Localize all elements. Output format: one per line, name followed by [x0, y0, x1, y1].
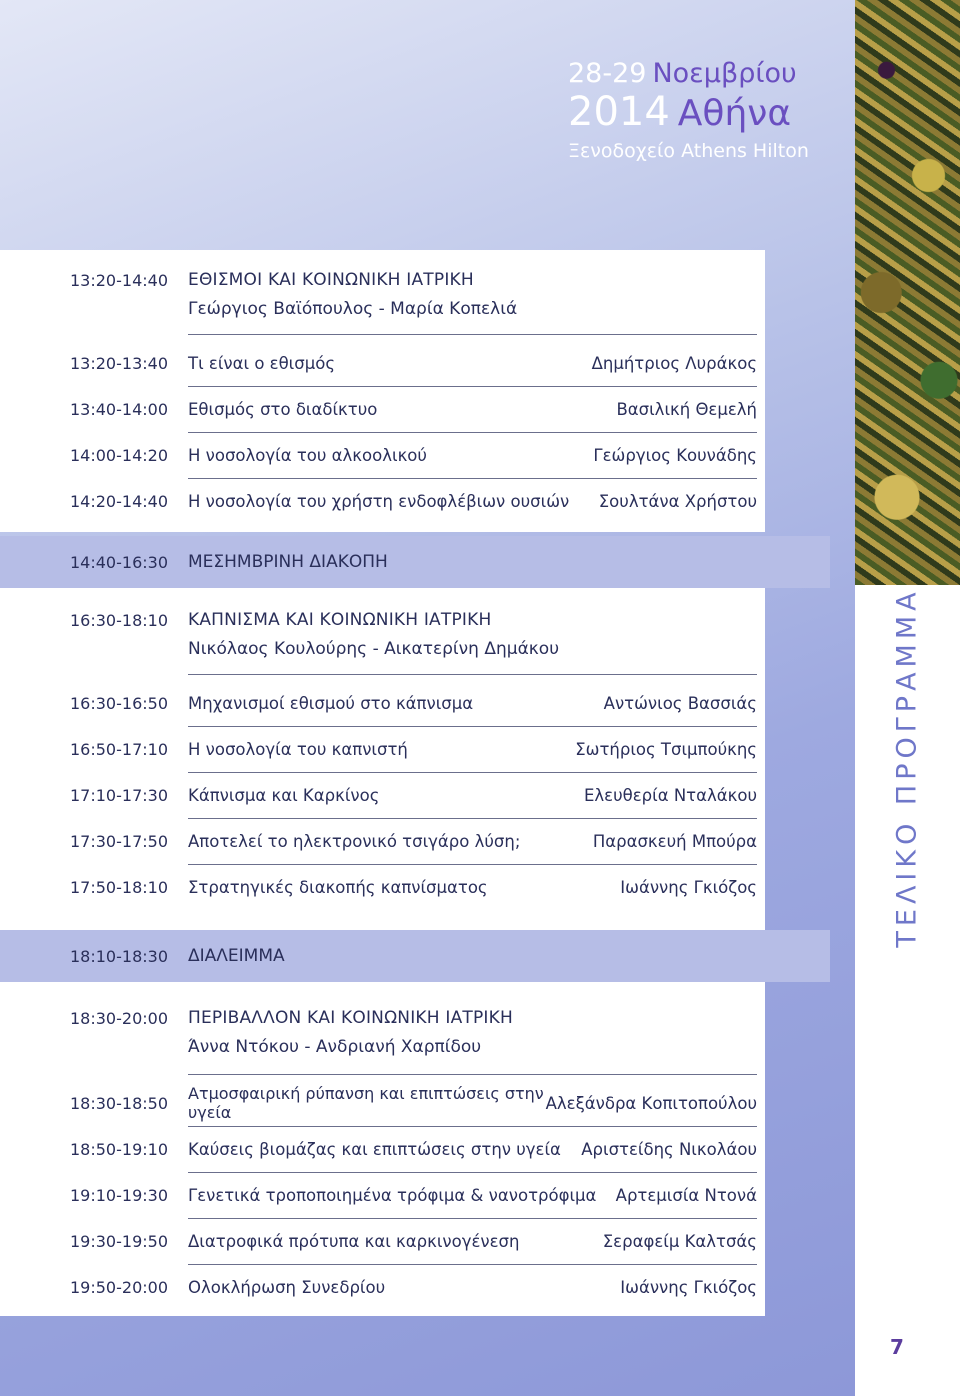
- talk-time: 13:40-14:00: [70, 399, 168, 419]
- session-time: 18:30-20:00: [70, 1009, 168, 1028]
- talk-row: [70, 340, 765, 386]
- talk-row: [70, 1218, 765, 1264]
- event-dates: 28-29: [568, 58, 647, 89]
- talk-time: 16:30-16:50: [70, 693, 168, 713]
- talk-topic: Κάπνισμα και Καρκίνος: [188, 785, 380, 805]
- talk-row: [70, 726, 765, 772]
- event-header: [568, 58, 848, 164]
- session-time: 16:30-18:10: [70, 611, 168, 630]
- page-number: 7: [890, 1335, 904, 1359]
- session-chairs: Νικόλαος Κουλούρης - Αικατερίνη Δημάκου: [188, 639, 560, 659]
- side-title: [878, 586, 936, 948]
- event-city: Αθήνα: [677, 93, 792, 134]
- decorative-artwork: [855, 0, 960, 585]
- talk-topic: Ατμοσφαιρική ρύπανση και επιπτώσεις στην υγεία: [188, 1084, 544, 1122]
- talk-speaker: Αριστείδης Νικολάου: [581, 1139, 757, 1159]
- talk-row: [70, 386, 765, 432]
- talk-time: 18:30-18:50: [70, 1093, 168, 1113]
- break-time: 18:10-18:30: [70, 946, 168, 966]
- break-band: [0, 536, 830, 588]
- talk-topic: Αποτελεί το ηλεκτρονικό τσιγάρο λύση;: [188, 831, 521, 851]
- talk-topic: Τι είναι ο εθισμός: [188, 353, 336, 373]
- talk-speaker: Γεώργιος Κουνάδης: [593, 445, 757, 465]
- session-title: ΠΕΡΙΒΑΛΛΟΝ ΚΑΙ ΚΟΙΝΩΝΙΚΗ ΙΑΤΡΙΚΗ: [188, 1008, 513, 1028]
- talk-topic: Η νοσολογία του αλκοολικού: [188, 445, 427, 465]
- talk-time: 18:50-19:10: [70, 1139, 168, 1159]
- talk-speaker: Παρασκευή Μπούρα: [592, 831, 757, 851]
- session-title: ΚΑΠΝΙΣΜΑ ΚΑΙ ΚΟΙΝΩΝΙΚΗ ΙΑΤΡΙΚΗ: [188, 610, 492, 630]
- event-month: Νοεμβρίου: [652, 58, 797, 89]
- event-year: 2014: [568, 89, 670, 135]
- talk-speaker: Ιωάννης Γκιόζος: [620, 1277, 757, 1297]
- talk-topic: Μηχανισμοί εθισμού στο κάπνισμα: [188, 693, 474, 713]
- talk-time: 17:30-17:50: [70, 831, 168, 851]
- talk-time: 16:50-17:10: [70, 739, 168, 759]
- talk-row: [70, 818, 765, 864]
- talk-speaker: Ιωάννης Γκιόζος: [620, 877, 757, 897]
- talk-time: 19:50-20:00: [70, 1277, 168, 1297]
- talk-speaker: Δημήτριος Λυράκος: [591, 353, 757, 373]
- talk-speaker: Ελευθερία Νταλάκου: [583, 785, 757, 805]
- talk-row: [70, 1264, 765, 1310]
- talk-speaker: Αντώνιος Βασσιάς: [603, 693, 757, 713]
- break-band: [0, 930, 830, 982]
- side-title-text: ΤΕΛΙΚΟ ΠΡΟΓΡΑΜΜΑ: [891, 586, 923, 948]
- talk-row: [70, 864, 765, 910]
- talk-topic: Η νοσολογία του χρήστη ενδοφλέβιων ουσιών: [188, 491, 570, 511]
- break-label: ΜΕΣΗΜΒΡΙΝΗ ΔΙΑΚΟΠΗ: [188, 552, 388, 572]
- talk-row: [70, 432, 765, 478]
- talk-speaker: Σεραφείμ Καλτσάς: [602, 1231, 757, 1251]
- talk-row: [70, 1080, 765, 1126]
- talk-topic: Η νοσολογία του καπνιστή: [188, 739, 408, 759]
- talk-row: [70, 478, 765, 524]
- talk-time: 19:10-19:30: [70, 1185, 168, 1205]
- talk-topic: Στρατηγικές διακοπής καπνίσματος: [188, 877, 488, 897]
- talk-topic: Ολοκλήρωση Συνεδρίου: [188, 1277, 386, 1297]
- talk-time: 13:20-13:40: [70, 353, 168, 373]
- talk-speaker: Αλεξάνδρα Κοπιτοπούλου: [545, 1093, 757, 1113]
- program-content: [70, 250, 835, 1316]
- talk-time: 14:20-14:40: [70, 491, 168, 511]
- session-time: 13:20-14:40: [70, 271, 168, 290]
- talk-time: 17:10-17:30: [70, 785, 168, 805]
- talk-speaker: Αρτεμισία Ντονά: [615, 1185, 757, 1205]
- talk-row: [70, 680, 765, 726]
- talk-row: [70, 1172, 765, 1218]
- session-block: [0, 588, 765, 930]
- talk-speaker: Βασιλική Θεμελή: [616, 399, 757, 419]
- talk-topic: Καύσεις βιομάζας και επιπτώσεις στην υγεία: [188, 1139, 561, 1159]
- event-venue: Ξενοδοχείο Athens Hilton: [568, 140, 809, 162]
- talk-speaker: Σουλτάνα Χρήστου: [598, 491, 757, 511]
- talk-row: [70, 772, 765, 818]
- session-block: [0, 250, 765, 532]
- session-title: ΕΘΙΣΜΟΙ ΚΑΙ ΚΟΙΝΩΝΙΚΗ ΙΑΤΡΙΚΗ: [188, 270, 474, 290]
- talk-time: 19:30-19:50: [70, 1231, 168, 1251]
- talk-speaker: Σωτήριος Τσιμπούκης: [575, 739, 757, 759]
- talk-topic: Διατροφικά πρότυπα και καρκινογένεση: [188, 1231, 520, 1251]
- session-block: [0, 982, 765, 1316]
- break-label: ΔΙΑΛΕΙΜΜΑ: [188, 946, 285, 966]
- session-chairs: Άννα Ντόκου - Ανδριανή Χαρπίδου: [188, 1037, 482, 1057]
- talk-topic: Εθισμός στο διαδίκτυο: [188, 399, 378, 419]
- break-time: 14:40-16:30: [70, 552, 168, 572]
- session-chairs: Γεώργιος Βαϊόπουλος - Μαρία Κοπελιά: [188, 299, 518, 319]
- talk-time: 17:50-18:10: [70, 877, 168, 897]
- talk-topic: Γενετικά τροποποιημένα τρόφιμα & νανοτρόφιμα: [188, 1185, 597, 1205]
- talk-row: [70, 1126, 765, 1172]
- talk-time: 14:00-14:20: [70, 445, 168, 465]
